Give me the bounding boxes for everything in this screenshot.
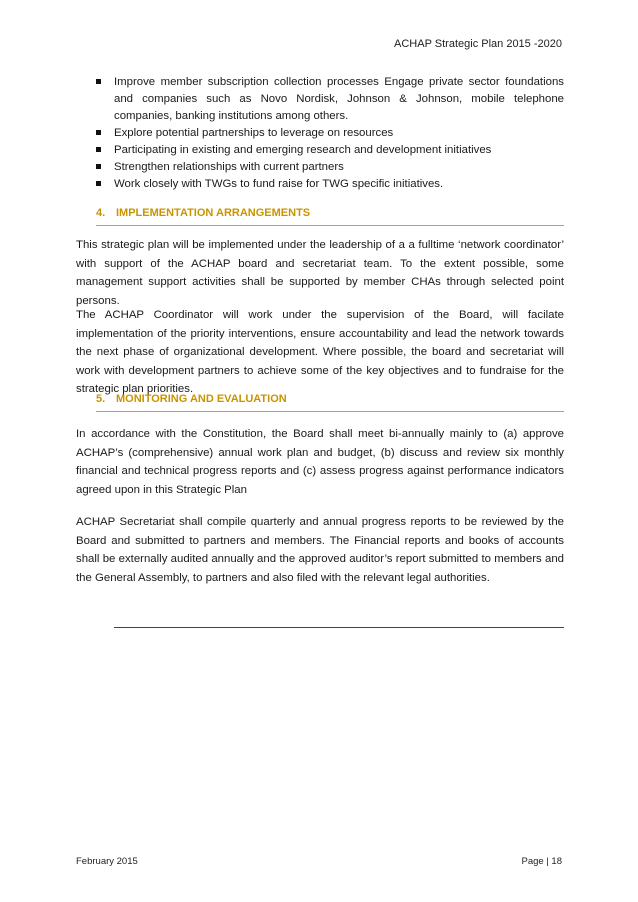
running-header: ACHAP Strategic Plan 2015 -2020 — [394, 38, 562, 50]
square-bullet-icon — [96, 147, 101, 152]
list-item — [96, 159, 564, 176]
footer-date: February 2015 — [76, 856, 138, 867]
square-bullet-icon — [96, 181, 101, 186]
section-number: 5. — [96, 393, 106, 405]
section-heading-monitoring — [96, 393, 564, 412]
square-bullet-icon — [96, 79, 101, 84]
paragraph: ACHAP Secretariat shall compile quarterly and annual progress reports to be reviewed by the Board and submitted to partners and members. The Financial reports and books of accounts shall be externally audited annually and the approved auditor’s report submitted to members and the General Assembly, to partners and also filed with the relevant legal authorities. — [76, 516, 564, 584]
section-title: IMPLEMENTATION ARRANGEMENTS — [116, 207, 311, 219]
section-title: MONITORING AND EVALUATION — [116, 393, 287, 405]
section-number: 4. — [96, 207, 106, 219]
bullet-list — [96, 74, 564, 193]
bullet-text: Strengthen relationships with current partners — [114, 161, 344, 173]
bullet-text: Improve member subscription collection processes Engage private sector foundations and companies such as Novo Nordisk, Johnson & Johnson, mobile telephone companies, banking institutions among others. — [114, 76, 564, 122]
list-item — [96, 176, 564, 193]
square-bullet-icon — [96, 130, 101, 135]
paragraph: This strategic plan will be implemented under the leadership of a a fulltime ‘network coordinator’ with support of the ACHAP board and secretariat team. To the extent possible, some management support activities shall be supported by member CHAs through selected point persons. — [76, 239, 564, 307]
bullet-text: Explore potential partnerships to leverage on resources — [114, 127, 394, 139]
horizontal-rule — [114, 627, 564, 628]
bullet-text: Work closely with TWGs to fund raise for TWG specific initiatives. — [114, 178, 444, 190]
list-item — [96, 74, 564, 125]
section-heading-implementation — [96, 207, 564, 226]
square-bullet-icon — [96, 164, 101, 169]
paragraph: The ACHAP Coordinator will work under the supervision of the Board, will facilate implementation of the priority interventions, ensure accountability and lead the network towards the next phase of organizational development. Where possible, the board and secretariat will work with development partners to achieve some of the key objectives and to fundraise for the strategic plan priorities. — [76, 309, 564, 395]
paragraph: In accordance with the Constitution, the Board shall meet bi-annually mainly to (a) approve ACHAP’s (comprehensive) annual work plan and budget, (b) discuss and review six monthly financial and technical progress reports and (c) assess progress against performance indicators agreed upon in this Strategic Plan — [76, 428, 564, 496]
footer-page-number: Page | 18 — [521, 856, 562, 867]
list-item — [96, 125, 564, 142]
bullet-text: Participating in existing and emerging research and development initiatives — [114, 144, 492, 156]
list-item — [96, 142, 564, 159]
